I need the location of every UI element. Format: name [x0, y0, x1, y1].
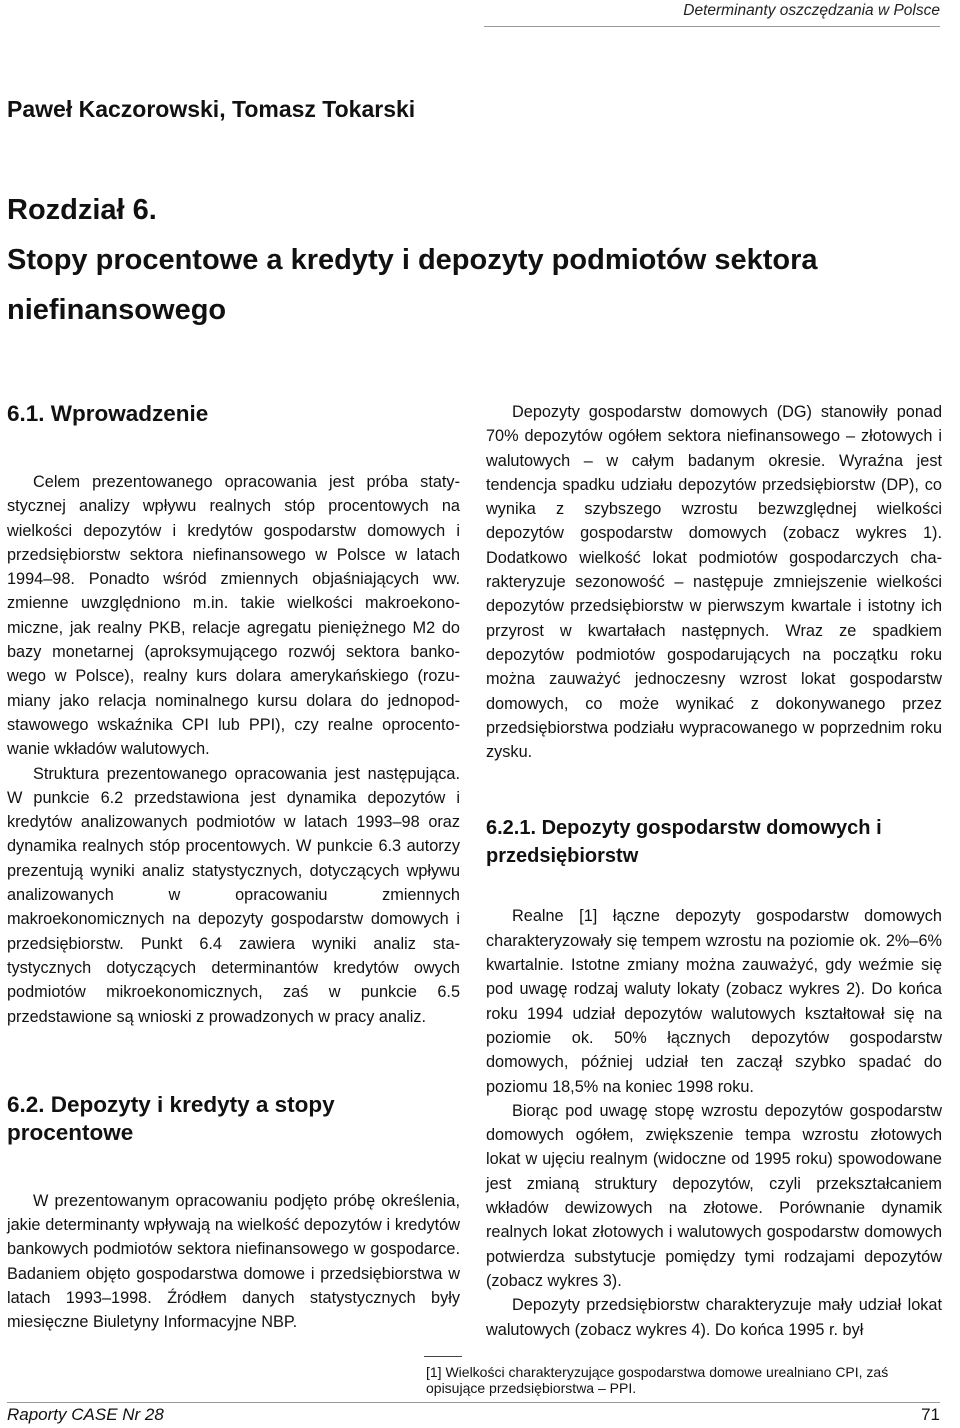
- paragraph: Biorąc pod uwagę stopę wzrostu depozytów gospodarstw domowych ogółem, zwiększenie tempa wzrostu złotowych lokat w ujęciu realnym (widoczne od 1995 roku) spowodowane jest zmianą struktury depozytów, czyli przekształcaniem wkładów dewizowych na złotowe. Porównanie dynamik realnych lokat złotowych i walutowych gospodarstw domowych potwierdza substytucje pomiędzy tymi rodzajami depozytów (zobacz wykres 3).: [486, 1101, 942, 1290]
- running-title: Determinanty oszczędzania w Polsce: [683, 2, 940, 19]
- authors: Paweł Kaczorowski, Tomasz Tokarski: [7, 96, 416, 122]
- page-number: 71: [921, 1405, 940, 1424]
- footnote: [1] Wielkości charakteryzujące gospodarstwa domowe urealniano CPI, zaś opisujące przedsiębiorstwa – PPI.: [426, 1364, 889, 1396]
- subsection-heading-6-2-1: 6.2.1. Depozyty gospodarstw domowych i przedsiębiorstw: [486, 817, 882, 868]
- chapter-heading: [7, 185, 947, 335]
- paragraph: Realne [1] łączne depozyty gospodarstw domowych charakteryzowały się tempem wzrostu na poziomie ok. 2%–6% kwartalnie. Istotne zmiany można zauważyć, gdy weźmie się pod uwagę rodzaj waluty lokaty (zobacz wykres 2). Do końca roku 1994 udział depozytów walutowych kształtował się na poziomie ok. 50% łącznych depozytów gospodarstw domowych, później udział ten zaczął szybko spadać do poziomu 18,5% na koniec 1998 roku.: [486, 907, 942, 1096]
- header-rule: [484, 26, 940, 27]
- section-heading-6-1: 6.1. Wprowadzenie: [7, 401, 209, 426]
- chapter-title: Stopy procentowe a kredyty i depozyty podmiotów sektora niefinansowego: [7, 244, 818, 326]
- chapter-number: Rozdział 6.: [7, 194, 157, 226]
- paragraph: Depozyty gospodarstw domowych (DG) stanowiły ponad 70% depozytów ogółem sektora niefinansowego – złotowych i walutowych – w całym badanym okresie. Wyraźna jest tendencja spadku udziału depozytów przedsiębiorstw (DP), co wynika z szybszego wzrostu bezwzględnej wielkości depozytów gospodarstw domowych (zobacz wykres 1). Dodatkowo wielkość lokat podmiotów gospodarczych charakteryzuje sezonowość – następuje zmniejszenie wielkości depozytów przedsiębiorstw w pierwszym kwartale i istotny ich przyrost w kwartałach następnych. Wraz ze spadkiem depozytów podmiotów gospodarujących na początku roku można zauważyć jednoczesny wzrost lokat gospodarstw domowych, co może wynikać z dokonywanego przez przedsiębiorstwa podziału wypracowanego w poprzednim roku zysku.: [486, 403, 942, 762]
- footnote-rule: [424, 1356, 462, 1357]
- paragraph: Struktura prezentowanego opracowania jest następująca. W punkcie 6.2 przedstawiona jest dynamika depozytów i kredytów analizowanych podmiotów w latach 1993–98 oraz dynamika realnych stóp procentowych. W punkcie 6.3 autorzy prezentują wyniki analiz statystycznych, dotyczących wpływu analizowanych w opracowaniu zmiennych makroekonomicznych na depozyty gospodarstw domowych i przedsiębiorstw. Punkt 6.4 zawiera wyniki analiz statystycznych dotyczących determinantów kredytów owych podmiotów mikroekonomicznych, zaś w punkcie 6.5 przedstawione są wnioski z prowadzonych w pracy analiz.: [7, 764, 460, 1026]
- footer-rule: [7, 1402, 940, 1403]
- paragraph: W prezentowanym opracowaniu podjęto próbę określenia, jakie determinanty wpływają na wielkość depozytów i kredytów bankowych podmiotów sektora niefinansowego w gospodarce. Badaniem objęto gospodarstwa domowe i przedsiębiorstwa w latach 1993–1998. Źródłem danych statystycznych były miesięczne Biuletyny Informacyjne NBP.: [7, 1191, 460, 1332]
- paragraph: Celem prezentowanego opracowania jest próba statystycznej analizy wpływu realnych stóp procentowych na wielkości depozytów i kredytów gospodarstw domowych i przedsiębiorstw sektora niefinansowego w Polsce w latach 1994–98. Ponadto wśród zmiennych objaśniających ww. zmienne uwzględniono m.in. takie wielkości makroekonomiczne, jak realny PKB, relacje agregatu pieniężnego M2 do bazy monetarnej (aproksymującego rozwój sektora bankowego w Polsce), realny kurs dolara amerykańskiego (rozumiany jako relacja nominalnego kursu dolara do jednopodstawowego wskaźnika CPI lub PPI), czy realne oprocentowanie wkładów walutowych.: [7, 473, 460, 759]
- right-column: [486, 400, 942, 1342]
- left-column: [7, 400, 460, 1335]
- publication-name: Raporty CASE Nr 28: [7, 1405, 164, 1424]
- section-heading-6-2: 6.2. Depozyty i kredyty a stopy procentowe: [7, 1091, 335, 1145]
- paragraph: Depozyty przedsiębiorstw charakteryzuje mały udział lokat walutowych (zobacz wykres 4). Do końca 1995 r. był: [486, 1296, 942, 1339]
